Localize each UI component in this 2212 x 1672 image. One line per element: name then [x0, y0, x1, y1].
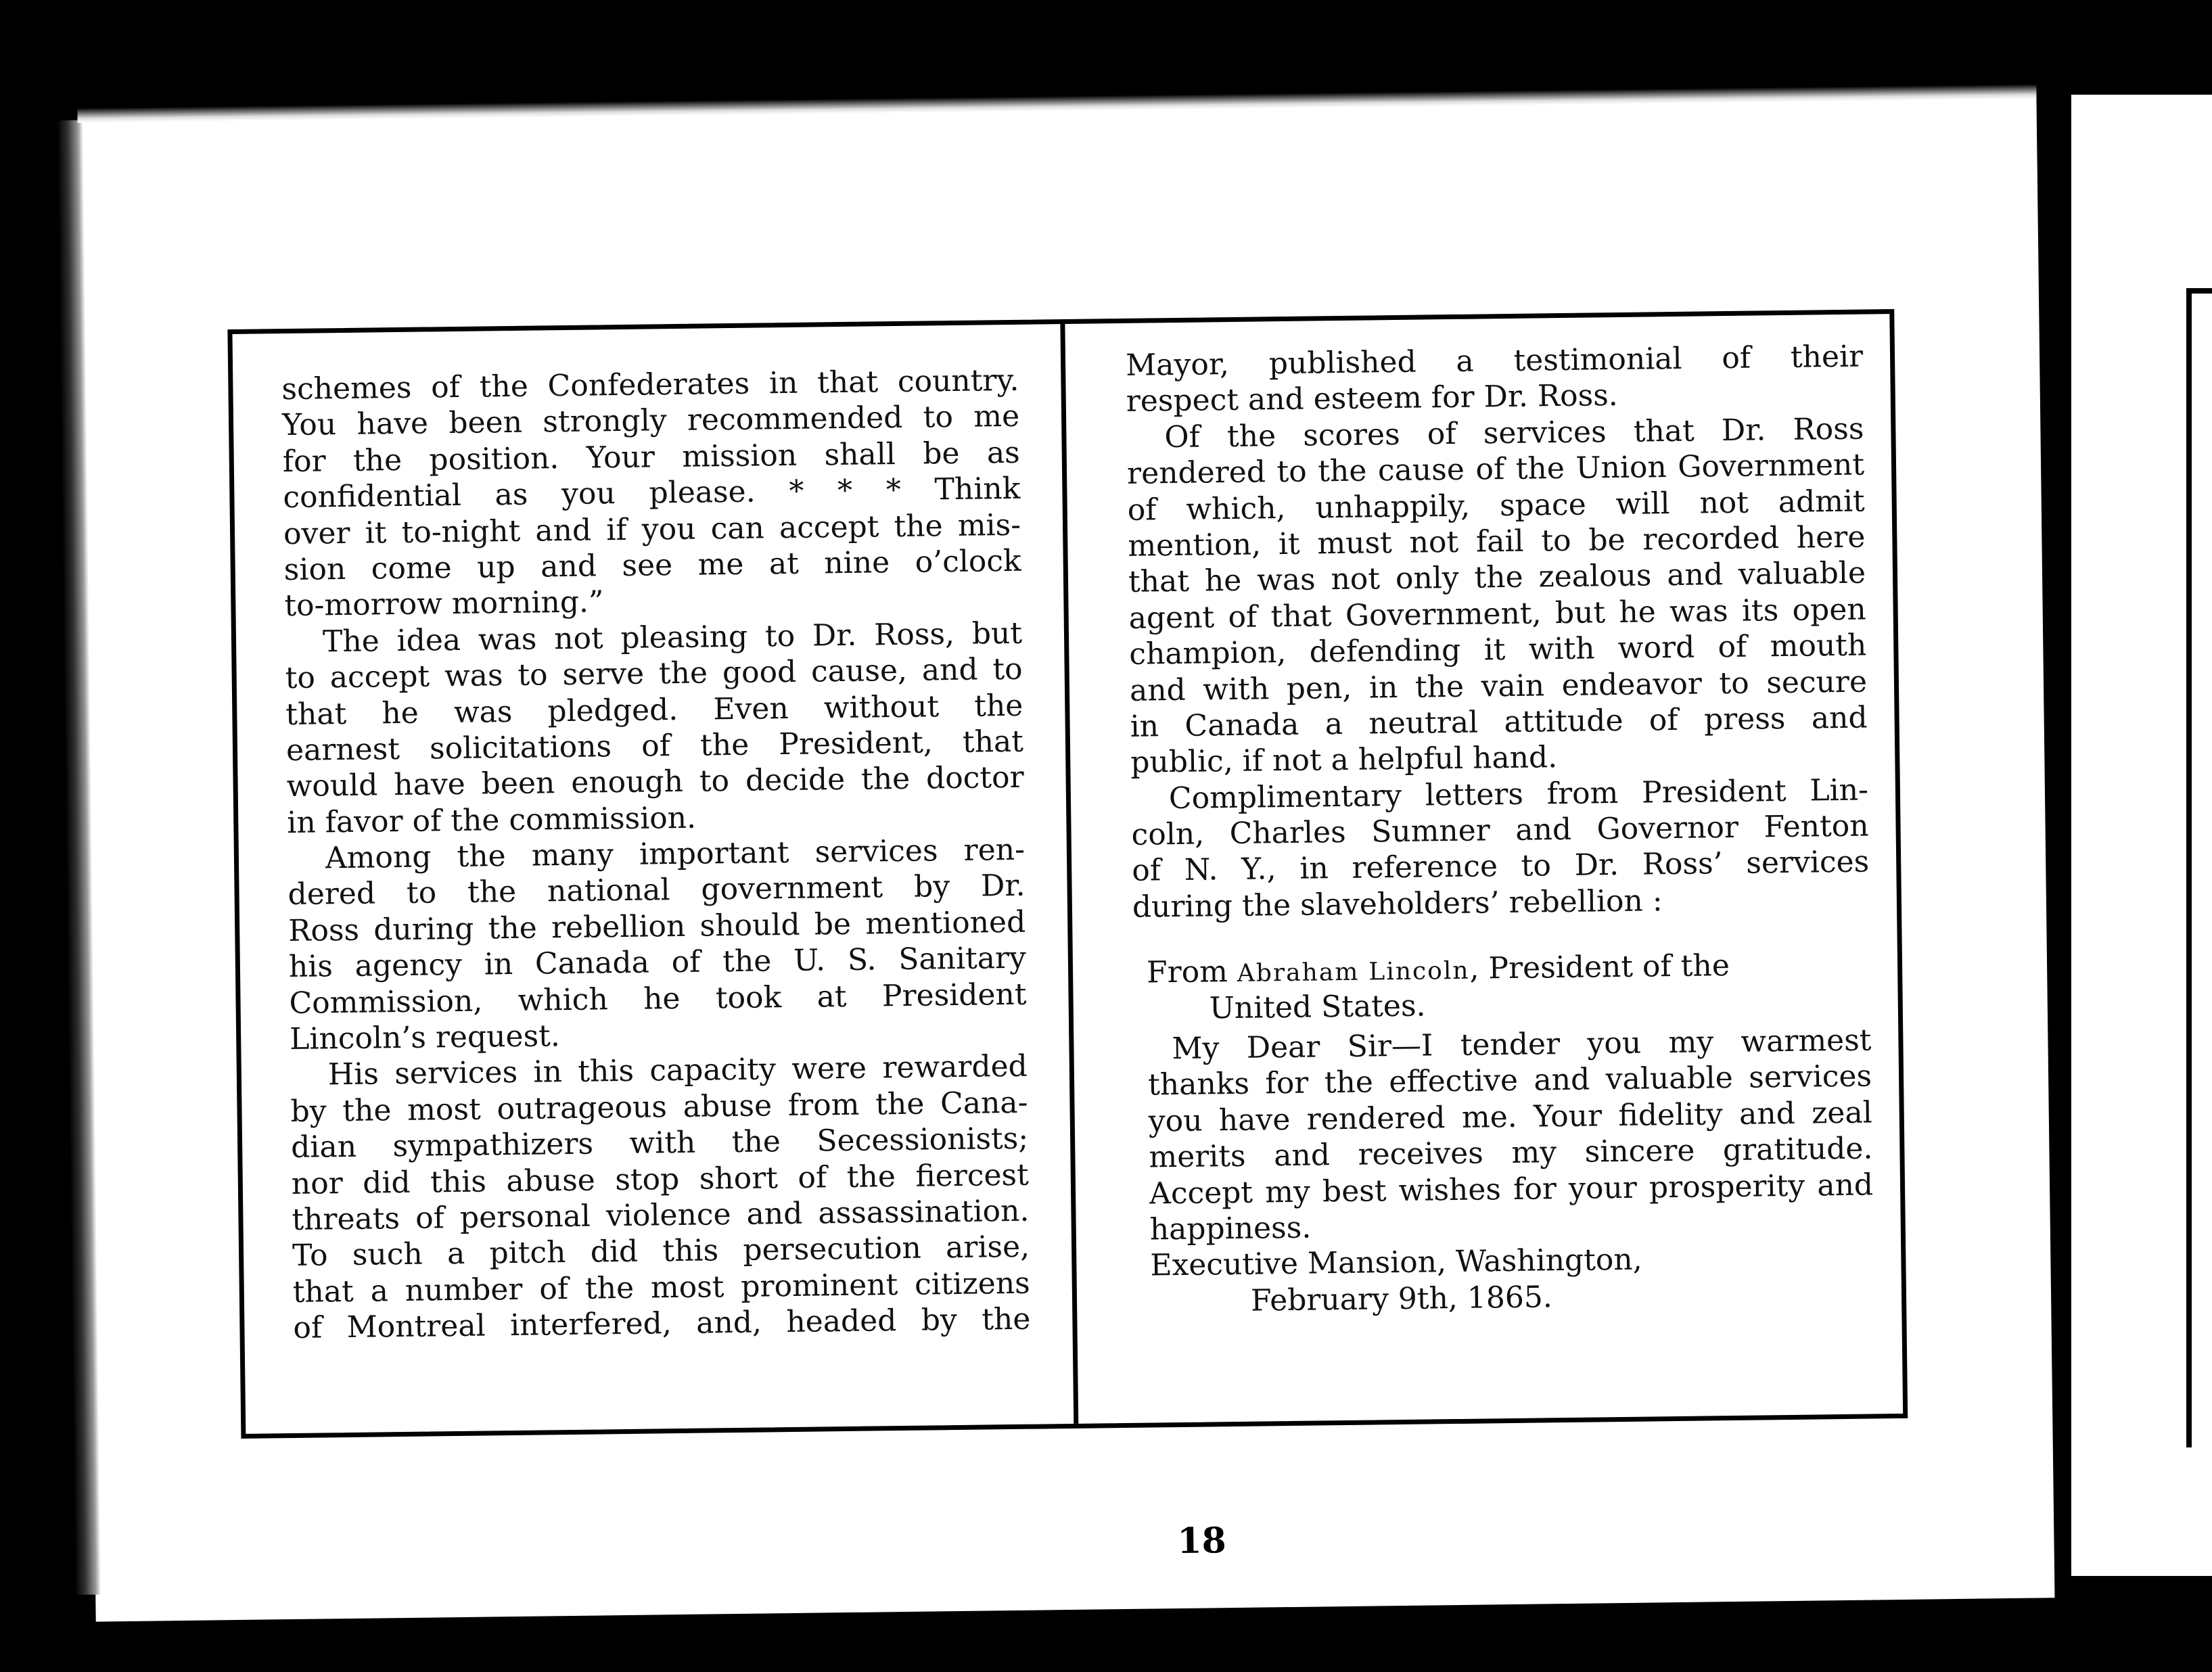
text-line: Commission, which he took at President: [289, 977, 1027, 1021]
text-line: of N. Y., in reference to Dr. Ross’ services: [1131, 844, 1870, 889]
left-column: [281, 363, 1031, 1347]
text-line: in Canada a neutral attitude of press and: [1130, 700, 1868, 744]
paragraph-start: Among the many important services ren-: [325, 832, 1026, 876]
text-line: of Montreal interfered, and, headed by the: [293, 1301, 1031, 1346]
text-line: you have rendered me. Your fidelity and zeal: [1148, 1095, 1873, 1139]
text-line: that he was pledged. Even without the: [285, 688, 1023, 732]
right-column: [1126, 339, 1874, 1320]
text-line: sion come up and see me at nine o’clock: [283, 543, 1021, 588]
text-line: mention, it must not fail to be recorded here: [1128, 519, 1866, 563]
text-line: would have been enough to decide the doctor: [286, 760, 1024, 804]
text-line: his agency in Canada of the U. S. Sanitary: [288, 940, 1027, 985]
text-line: Accept my best wishes for your prosperity and: [1149, 1167, 1874, 1211]
author-first-name: Abraham: [1237, 958, 1360, 988]
page-top-edge: [77, 84, 2036, 122]
text-line: public, if not a helpful hand.: [1130, 740, 1558, 781]
paragraph-start: The idea was not pleasing to Dr. Ross, but: [322, 616, 1023, 659]
text-line: that he was not only the zealous and valuable: [1128, 555, 1866, 600]
text-line: rendered to the cause of the Union Government: [1126, 447, 1865, 492]
text-line: agent of that Government, but he was its open: [1128, 592, 1866, 636]
text-line: threats of personal violence and assassination.: [292, 1193, 1030, 1238]
paragraph-start: Complimentary letters from President Lin-: [1168, 772, 1869, 816]
text-line: schemes of the Confederates in that country.: [281, 363, 1019, 407]
text-line: coln, Charles Sumner and Governor Fenton: [1131, 808, 1869, 852]
page-number: 18: [1177, 1520, 1227, 1562]
text-line: respect and esteem for Dr. Ross.: [1126, 378, 1619, 419]
text-line: earnest solicitations of the President, that: [285, 724, 1024, 768]
text-line: dered to the national government by Dr.: [287, 868, 1026, 912]
letter-place: Executive Mansion, Washington,: [1150, 1243, 1642, 1283]
text-frame: [227, 309, 1908, 1439]
text-line: champion, defending it with word of mouth: [1129, 628, 1867, 672]
paragraph-start: His services in this capacity were rewarded: [327, 1049, 1028, 1092]
text-line: in favor of the commission.: [287, 800, 697, 840]
author-title: , President of the: [1469, 948, 1730, 986]
letter-date: February 9th, 1865.: [1250, 1280, 1553, 1318]
text-line: Lincoln’s request.: [289, 1019, 561, 1057]
text-line: that a number of the most prominent citizens: [292, 1265, 1031, 1309]
paragraph-start: Of the scores of services that Dr. Ross: [1164, 411, 1864, 455]
text-line: to accept was to serve the good cause, and to: [285, 651, 1023, 696]
text-line: confidential as you please. * * * Think: [283, 471, 1021, 515]
paragraph-start: My Dear Sir—I tender you my warmest: [1172, 1023, 1872, 1067]
text-line: thanks for the effective and valuable services: [1147, 1059, 1872, 1102]
author-last-name: Lincoln: [1368, 956, 1470, 986]
facing-page-edge: [2071, 95, 2212, 1576]
facing-page-frame-left: [2186, 291, 2192, 1447]
book-page: [77, 89, 2054, 1621]
text-line: for the position. Your mission shall be as: [282, 435, 1021, 479]
letter-heading-line-2: United States.: [1209, 988, 1426, 1026]
page-gutter: [57, 120, 101, 1595]
text-line: during the slaveholders’ rebellion :: [1132, 883, 1663, 925]
text-line: You have been strongly recommended to me: [281, 399, 1020, 443]
text-line: Mayor, published a testimonial of their: [1125, 339, 1864, 383]
text-line: over it to-night and if you can accept the mis-: [283, 507, 1021, 551]
text-line: Ross during the rebellion should be mentioned: [287, 904, 1026, 948]
column-divider: [1060, 324, 1078, 1424]
text-line: nor did this abuse stop short of the fiercest: [291, 1157, 1030, 1201]
text-line: happiness.: [1149, 1210, 1312, 1247]
text-line: To such a pitch did this persecution arise,: [292, 1230, 1030, 1274]
text-line: and with pen, in the vain endeavor to secure: [1129, 664, 1868, 708]
from-prefix: From: [1146, 954, 1238, 990]
text-line: by the most outrageous abuse from the Cana-: [290, 1085, 1028, 1129]
text-line: to-morrow morning.”: [284, 584, 604, 624]
text-line: of which, unhappily, space will not admit: [1127, 484, 1865, 528]
text-line: merits and receives my sincere gratitude.: [1149, 1131, 1873, 1175]
text-line: dian sympathizers with the Secessionists;: [290, 1121, 1029, 1165]
